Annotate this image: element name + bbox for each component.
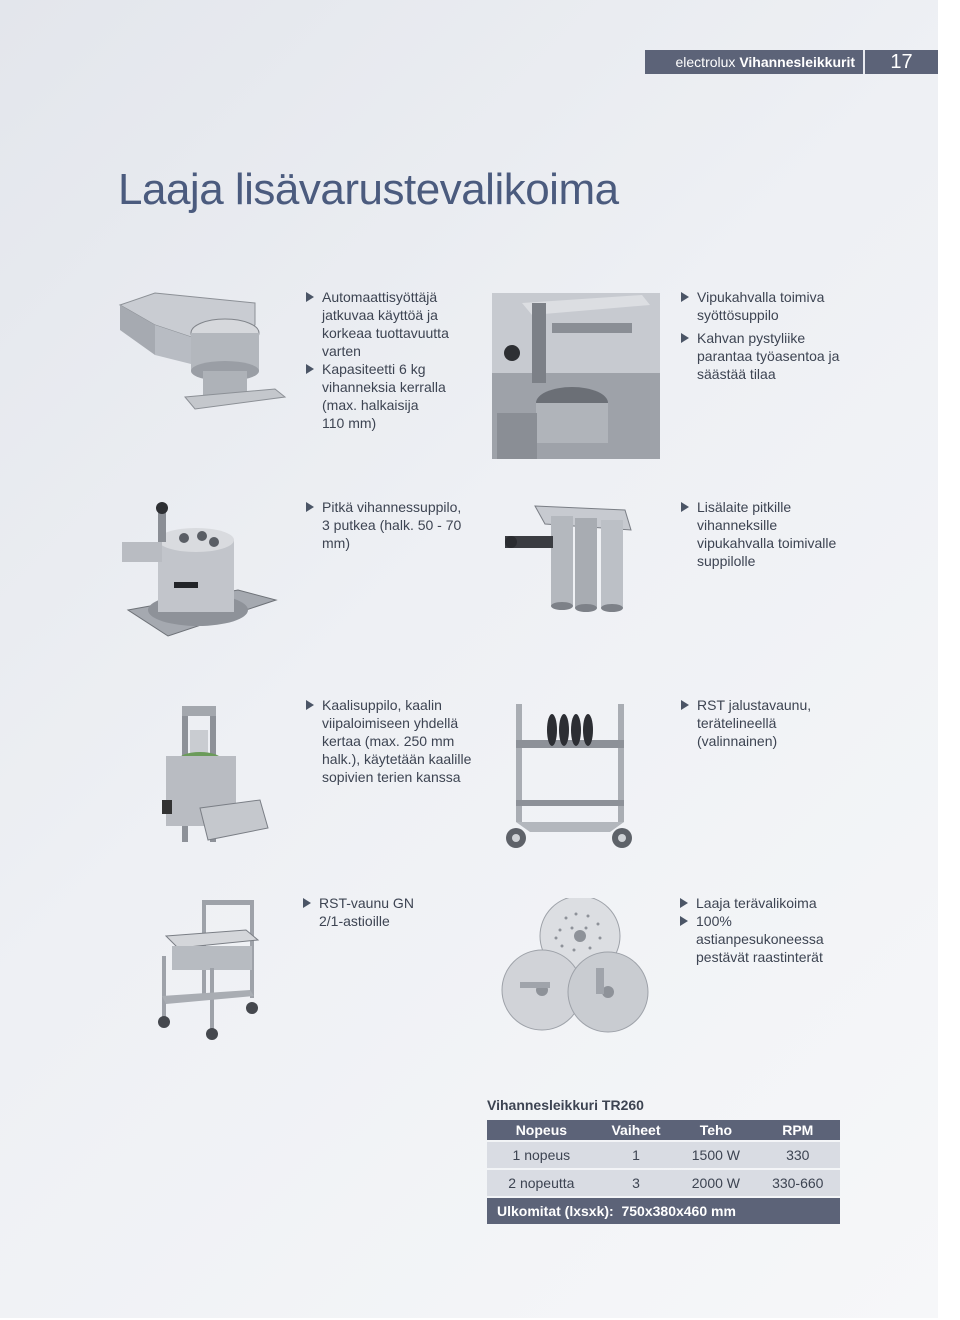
table-cell: 2000 W	[676, 1170, 755, 1196]
bullet-2: Kahvan pystyliike parantaa työasentoa ja säästää tilaa	[681, 329, 839, 383]
triangle-bullet-icon	[303, 898, 311, 908]
desc-gn-trolley	[303, 894, 414, 930]
specs-header-cell: Teho	[676, 1120, 755, 1140]
triangle-bullet-icon	[681, 292, 689, 302]
long-vegetable-tubes-image	[505, 500, 635, 620]
table-row	[487, 1170, 840, 1196]
desc-long-hopper	[306, 498, 461, 552]
desc-automatic-feeder	[306, 288, 449, 432]
cabbage-hopper-image	[160, 700, 270, 848]
bullet-1: RST jalustavaunu, terätelineellä (valinnainen)	[681, 696, 811, 750]
dimensions-bar: Ulkomitat (lxsxk): 750x380x460 mm	[487, 1198, 840, 1224]
desc-cutting-discs	[680, 894, 824, 966]
automatic-feeder-image	[115, 285, 290, 415]
long-hopper-machine-image	[118, 500, 278, 640]
specs-table	[487, 1118, 840, 1198]
specs-header-row	[487, 1120, 840, 1140]
gn-trolley-image	[150, 896, 265, 1041]
brand-name: electrolux	[675, 54, 736, 70]
lever-hopper-image	[492, 293, 660, 459]
header-brand	[645, 50, 863, 74]
specs-header-cell: RPM	[756, 1120, 840, 1140]
triangle-bullet-icon	[680, 898, 688, 908]
triangle-bullet-icon	[306, 700, 314, 710]
bullet-1: Automaattisyöttäjä jatkuvaa käyttöä ja korkeaa tuottavuutta varten	[306, 288, 449, 360]
bullet-1: RST-vaunu GN 2/1-astioille	[303, 894, 414, 930]
bullet-1: Pitkä vihannessuppilo, 3 putkea (halk. 50 - 70 mm)	[306, 498, 461, 552]
specs-panel	[487, 1096, 840, 1224]
table-cell: 2 nopeutta	[487, 1170, 596, 1196]
triangle-bullet-icon	[681, 700, 689, 710]
bullet-2: 100% astianpesukoneessa pestävät raastinterät	[680, 912, 824, 966]
bullet-1: Kaalisuppilo, kaalin viipaloimiseen yhdellä kertaa (max. 250 mm halk.), käytetään kaalille sopivien terien kanssa	[306, 696, 471, 786]
table-cell: 3	[596, 1170, 677, 1196]
desc-stand-trolley	[681, 696, 811, 750]
table-cell: 1 nopeus	[487, 1142, 596, 1168]
bullet-1: Lisälaite pitkille vihanneksille vipukahvalla toimivalle suppilolle	[681, 498, 836, 570]
table-cell: 330-660	[756, 1170, 840, 1196]
triangle-bullet-icon	[681, 333, 689, 343]
triangle-bullet-icon	[306, 502, 314, 512]
table-cell: 1	[596, 1142, 677, 1168]
triangle-bullet-icon	[680, 916, 688, 926]
bullet-2: Kapasiteetti 6 kg vihanneksia kerralla (max. halkaisija 110 mm)	[306, 360, 449, 432]
triangle-bullet-icon	[306, 364, 314, 374]
header-bar	[645, 50, 938, 74]
triangle-bullet-icon	[306, 292, 314, 302]
page-number: 17	[865, 50, 938, 74]
table-cell: 1500 W	[676, 1142, 755, 1168]
bullet-1: Vipukahvalla toimiva syöttösuppilo	[681, 288, 839, 324]
specs-title: Vihannesleikkuri TR260	[487, 1097, 644, 1113]
page-title: Laaja lisävarustevalikoima	[118, 165, 619, 214]
desc-long-vegetable-accessory	[681, 498, 836, 570]
table-cell: 330	[756, 1142, 840, 1168]
table-row	[487, 1142, 840, 1168]
triangle-bullet-icon	[681, 502, 689, 512]
desc-cabbage-hopper	[306, 696, 471, 786]
specs-header-cell: Vaiheet	[596, 1120, 677, 1140]
specs-header-cell: Nopeus	[487, 1120, 596, 1140]
bullet-1: Laaja terävalikoima	[680, 894, 824, 912]
cutting-discs-image	[500, 898, 650, 1034]
desc-lever-hopper	[681, 288, 839, 383]
product-name: Vihannesleikkurit	[739, 54, 855, 70]
stand-trolley-image	[500, 700, 640, 852]
